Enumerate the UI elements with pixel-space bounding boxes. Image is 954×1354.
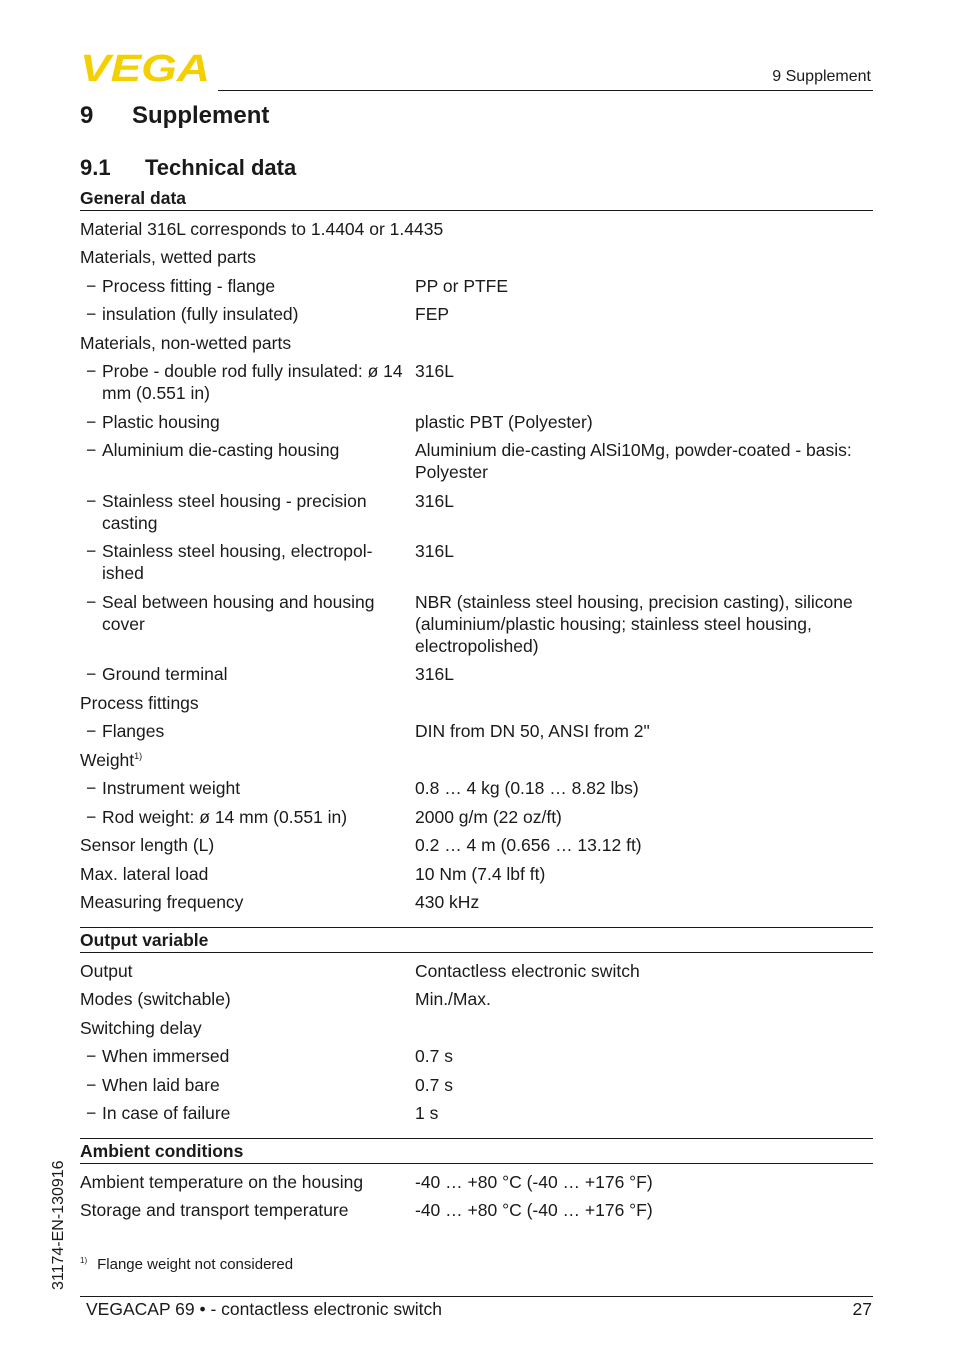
spec-row: Sensor length (L) 0.2 … 4 m (0.656 … 13.12 ft) [80,835,642,855]
spec-row: − When immersed 0.7 s [86,1046,453,1066]
spec-row: Output Contactless electronic switch [80,960,640,981]
spec-row: − Flanges DIN from DN 50, ANSI from 2" [86,721,650,741]
chapter-heading [80,102,269,130]
footnote-text: Flange weight not considered [97,1256,294,1273]
spec-row: − Rod weight: ø 14 mm (0.551 in) 2000 g/m (22 oz/ft) [86,806,562,827]
logo-text: VEGA [80,50,210,84]
spec-row: − insulation (fully insulated) FEP [86,304,450,324]
spec-row: Ambient temperature on the housing -40 … +80 °C (-40 … +176 °F) [80,1171,653,1192]
spec-row: Switching delay [80,1017,202,1038]
section-title-output: Output variable [80,927,873,953]
subchapter-number: 9.1 [80,155,111,180]
spec-row: − Seal between housing and housing cover NBR (stainless steel housing, precision casting), silicone (aluminium/plastic housing; stainless steel housing, electropolished) [86,591,853,656]
spec-row: Material 316L corresponds to 1.4404 or 1.4435 [80,218,444,239]
page-number: 27 [852,1299,872,1319]
spec-row: − In case of failure 1 s [86,1103,439,1123]
subchapter-title: Technical data [145,155,297,180]
spec-row: Storage and transport temperature -40 … +80 °C (-40 … +176 °F) [80,1200,653,1220]
header-section: 9 Supplement [772,68,871,85]
spec-row: − Stainless steel housing - precision casting 316L [86,490,454,533]
spec-row: Materials, non-wetted parts [80,332,292,353]
document-code: 31174-EN-130916 [50,1160,67,1290]
footer-product: VEGACAP 69 • - contactless electronic switch [86,1299,442,1319]
spec-row: Process fittings [80,692,199,713]
spec-row: − When laid bare 0.7 s [86,1074,453,1095]
spec-row: − Aluminium die-casting housing Aluminium die-casting AlSi10Mg, powder-coated - basis: Polyester [86,440,852,482]
spec-row: − Instrument weight 0.8 … 4 kg (0.18 … 8.82 lbs) [86,778,639,798]
spec-row: − Plastic housing plastic PBT (Polyester) [86,411,593,432]
footer-rule [80,1296,873,1297]
spec-row: Measuring frequency 430 kHz [80,892,480,912]
spec-row: − Ground terminal 316L [86,664,454,684]
footnote-ref: 1) [134,750,143,761]
spec-row: − Stainless steel housing, electropol-ished 316L [86,541,454,583]
section-title-ambient: Ambient conditions [80,1138,873,1164]
section-title-general: General data [80,186,873,211]
subchapter-heading [80,155,296,181]
chapter-title: Supplement [132,102,270,129]
spec-row: Materials, wetted parts [80,247,257,267]
spec-row: − Probe - double rod fully insulated: ø 14 mm (0.551 in) 316L [86,361,454,403]
vega-logo [80,50,212,84]
spec-row: Weight$^{1)}$ [80,749,143,770]
technical-data [80,186,873,1221]
header-rule [218,90,873,91]
footnote [80,1256,293,1273]
spec-row: Modes (switchable) Min./Max. [80,989,491,1009]
footnote-mark: 1) [80,1256,88,1265]
chapter-number: 9 [80,102,94,129]
spec-row: Max. lateral load 10 Nm (7.4 lbf ft) [80,863,546,884]
spec-row: − Process fitting - flange PP or PTFE [86,275,509,296]
